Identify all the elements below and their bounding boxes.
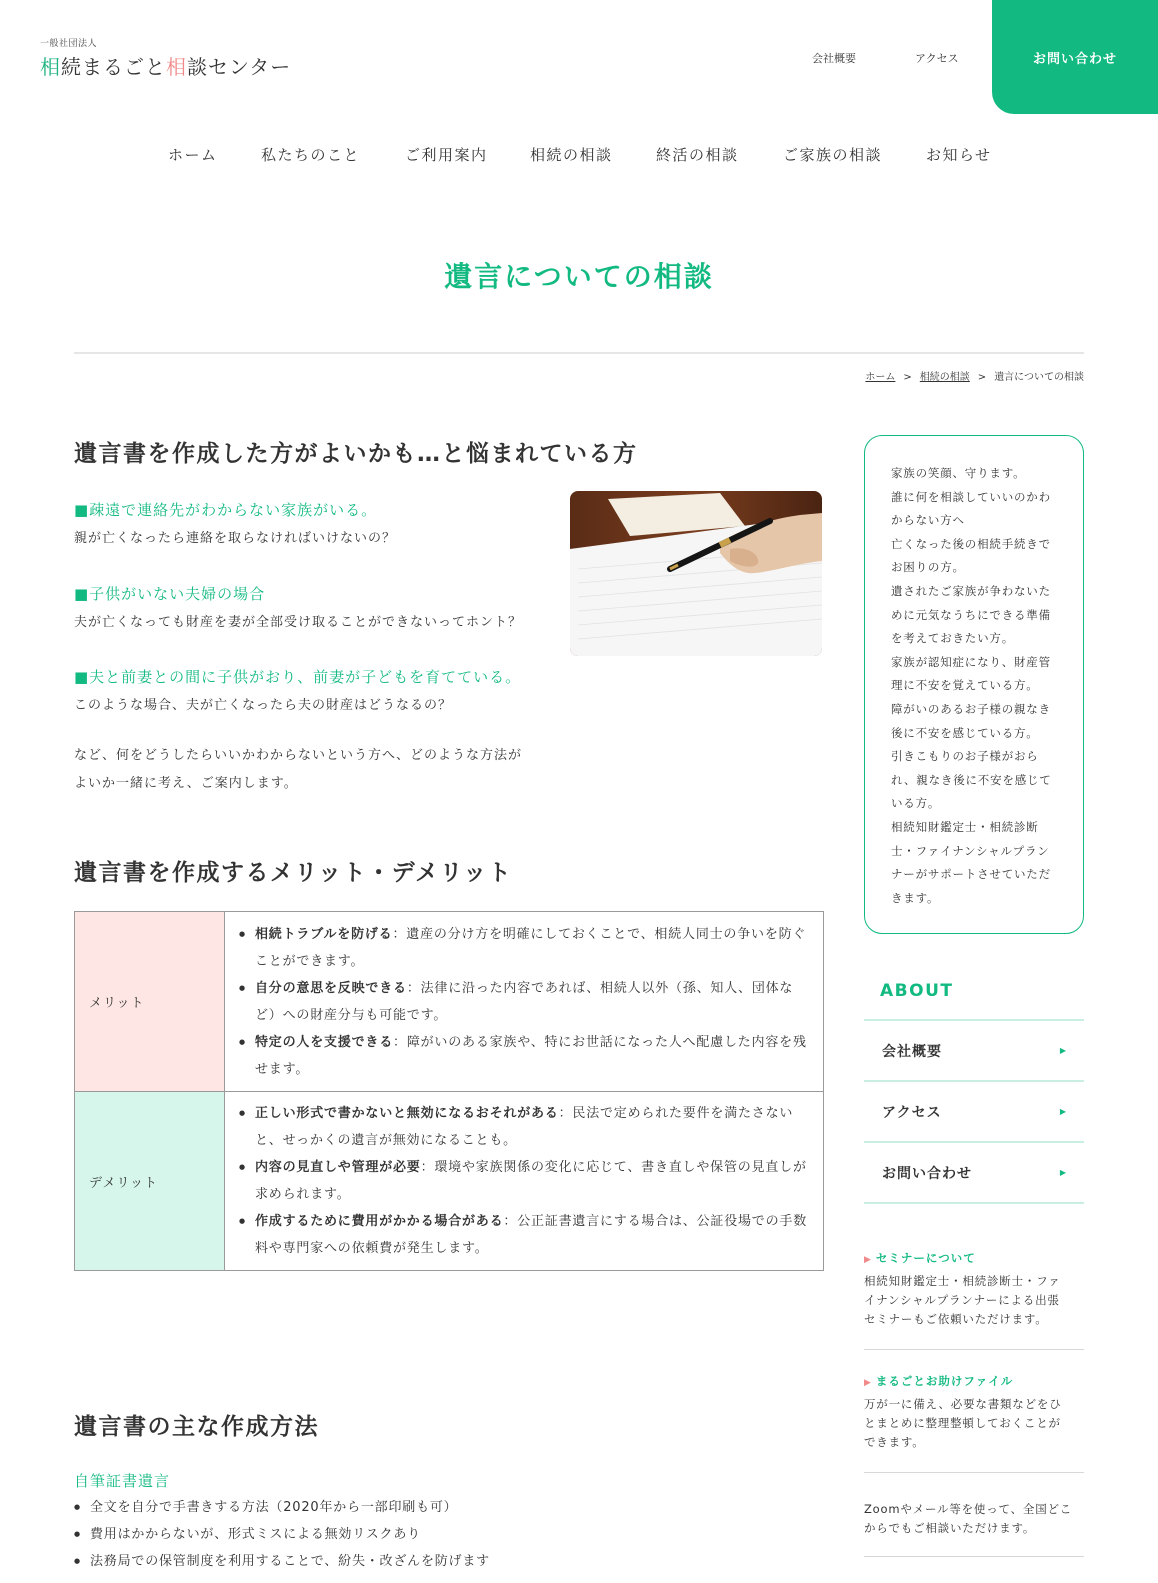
intro-line: いる方。 <box>891 796 941 811</box>
demerit-item-bold: 作成するために費用がかかる場合がある <box>255 1214 504 1229</box>
sidebar-intro-box <box>864 435 1084 934</box>
merit-label: メリット <box>75 912 225 1092</box>
logo-char-1: 相 <box>40 55 61 79</box>
nav-item-home[interactable]: ホーム <box>168 146 218 164</box>
nav-item-about-us[interactable]: 私たちのこと <box>261 146 361 164</box>
nav-item-guide[interactable]: ご利用案内 <box>405 146 488 164</box>
demerit-cell <box>225 1092 824 1271</box>
case-heading: ■疎遠で連絡先がわからない家族がいる。 <box>74 501 378 519</box>
title-divider <box>74 352 1084 354</box>
arrow-right-icon: ▶ <box>1059 1168 1066 1177</box>
file-text <box>864 1395 1084 1452</box>
section-heading-methods: 遺言書の主な作成方法 <box>74 1414 319 1440</box>
nav-item-family[interactable]: ご家族の相談 <box>783 146 883 164</box>
demerit-label: デメリット <box>75 1092 225 1271</box>
header-link-company[interactable]: 会社概要 <box>812 52 856 65</box>
intro-line: 士・ファイナンシャルプラン <box>891 843 1050 858</box>
sidebar-seminar[interactable] <box>864 1250 1084 1329</box>
merit-item-bold: 相続トラブルを防げる <box>255 926 393 942</box>
file-heading: まるごとお助けファイル <box>875 1374 1014 1388</box>
seminar-line: セミナーもご依頼いただけます。 <box>864 1312 1048 1326</box>
nav-item-news[interactable]: お知らせ <box>926 146 992 164</box>
file-line: とまとめに整理整頓しておくことが <box>864 1416 1061 1430</box>
method-list <box>74 1494 490 1575</box>
site-logo[interactable] <box>40 36 291 80</box>
intro-line: 誰に何を相談していいのかわ <box>891 489 1051 504</box>
merit-item-text: ：法律に沿った内容であれば、相続人以外（孫、知人、団体など）への財産分与も可能です。 <box>255 980 794 1023</box>
about-item-company[interactable] <box>864 1021 1084 1082</box>
breadcrumb <box>865 368 1084 383</box>
case-text: このような場合、夫が亡くなったら夫の財産はどうなるの？ <box>74 698 453 713</box>
file-line: できます。 <box>864 1435 925 1449</box>
sidebar-divider <box>864 1349 1084 1350</box>
breadcrumb-current: 遺言についての相談 <box>994 372 1084 383</box>
intro-line: めに元気なうちにできる準備 <box>891 607 1051 622</box>
breadcrumb-sep: > <box>977 372 987 383</box>
intro-line: 相続知財鑑定士・相続診断 <box>891 819 1039 834</box>
intro-line: 後に不安を感じている方。 <box>891 725 1039 740</box>
nav-item-inheritance[interactable]: 相続の相談 <box>530 146 613 164</box>
pen-writing-photo <box>570 491 822 656</box>
demerit-item <box>239 1154 811 1208</box>
demerit-item-bold: 正しい形式で書かないと無効になるおそれがある <box>255 1106 559 1121</box>
demerit-item-text: ：公正証書遺言にする場合は、公証役場での手数料や専門家への依頼費が発生します。 <box>255 1214 808 1256</box>
seminar-line: イナンシャルプランナーによる出張 <box>864 1293 1060 1307</box>
merit-item <box>239 975 811 1029</box>
contact-button[interactable]: お問い合わせ <box>992 0 1158 114</box>
logo-tail: 談センター <box>187 55 292 79</box>
merit-item-text: ：遺産の分け方を明確にしておくことで、相続人同士の争いを防ぐことができます。 <box>255 926 807 969</box>
global-nav <box>0 144 1158 168</box>
intro-line: お困りの方。 <box>891 560 965 575</box>
list-item: ● 費用はかからないが、形式ミスによる無効リスクあり <box>74 1521 490 1548</box>
case-text: 親が亡くなったら連絡を取らなければいけないの？ <box>74 531 397 546</box>
intro-line: を考えておきたい方。 <box>891 631 1014 646</box>
logo-mid: 続まるごと <box>61 55 166 79</box>
breadcrumb-sep: > <box>903 372 912 383</box>
merit-item <box>239 921 811 975</box>
about-item-contact[interactable] <box>864 1143 1084 1204</box>
intro-line: 遺されたご家族が争わないた <box>891 583 1051 598</box>
summary-line: など、何をどうしたらいいかわからないという方へ、どのような方法が <box>74 748 523 763</box>
merit-item-bold: 自分の意思を反映できる <box>255 980 407 996</box>
intro-line: からない方へ <box>891 513 965 528</box>
zoom-line: Zoomやメール等を使って、全国どこ <box>864 1502 1073 1516</box>
triangle-icon: ▶ <box>864 1255 872 1265</box>
about-item-label: 会社概要 <box>882 1043 942 1060</box>
breadcrumb-home[interactable]: ホーム <box>865 372 896 383</box>
demerit-item-bold: 内容の見直しや管理が必要 <box>255 1160 421 1175</box>
merit-demerit-table <box>74 911 824 1271</box>
list-item: ● 法務局での保管制度を利用することで、紛失・改ざんを防げます <box>74 1548 490 1575</box>
seminar-line: 相続知財鑑定士・相続診断士・ファ <box>864 1274 1061 1288</box>
merit-item-bold: 特定の人を支援できる <box>255 1034 394 1050</box>
demerit-item <box>239 1208 811 1262</box>
section-summary <box>74 742 522 798</box>
case-heading: ■夫と前妻との間に子供がおり、前妻が子どもを育てている。 <box>74 668 522 686</box>
arrow-right-icon: ▶ <box>1059 1046 1066 1055</box>
demerit-item-text: ：民法で定められた要件を満たさないと、せっかくの遺言が無効になることも。 <box>255 1106 794 1148</box>
sidebar-divider <box>864 1472 1084 1473</box>
demerit-item-text: ：環境や家族関係の変化に応じて、書き直しや保管の見直しが求められます。 <box>255 1160 807 1202</box>
merit-cell <box>225 912 824 1092</box>
about-nav <box>864 1019 1084 1204</box>
case-text: 夫が亡くなっても財産を妻が全部受け取ることができないってホント？ <box>74 615 523 630</box>
intro-line: 家族が認知症になり、財産管 <box>891 654 1051 669</box>
method-heading: 自筆証書遺言 <box>74 1472 171 1490</box>
sidebar-help-file[interactable] <box>864 1373 1084 1452</box>
intro-line: 障がいのあるお子様の親なき <box>891 701 1051 716</box>
seminar-heading: セミナーについて <box>875 1251 976 1265</box>
sidebar-divider <box>864 1556 1084 1557</box>
seminar-text <box>864 1272 1084 1329</box>
list-item: ● 全文を自分で手書きする方法（2020年から一部印刷も可） <box>74 1494 490 1521</box>
intro-line: 亡くなった後の相続手続きで <box>891 536 1051 551</box>
about-item-access[interactable] <box>864 1082 1084 1143</box>
table-row <box>75 912 824 1092</box>
table-row <box>75 1092 824 1271</box>
zoom-line: からでもご相談いただけます。 <box>864 1521 1036 1535</box>
intro-line: 引きこもりのお子様がおら <box>891 749 1039 764</box>
breadcrumb-parent[interactable]: 相続の相談 <box>919 372 970 383</box>
logo-title <box>40 51 291 80</box>
intro-line: 家族の笑顔、守ります。 <box>891 466 1026 480</box>
logo-char-2: 相 <box>166 55 187 79</box>
merit-item <box>239 1029 811 1083</box>
demerit-item <box>239 1100 811 1154</box>
section-heading-worries: 遺言書を作成した方がよいかも…と悩まれている方 <box>74 441 638 467</box>
nav-item-end-of-life[interactable]: 終活の相談 <box>656 146 739 164</box>
zoom-text <box>864 1500 1084 1538</box>
section-heading-merits: 遺言書を作成するメリット・デメリット <box>74 860 513 886</box>
triangle-icon: ▶ <box>864 1378 872 1388</box>
about-title: ABOUT <box>880 981 954 1001</box>
intro-line: きます。 <box>891 890 940 905</box>
intro-line: ナーがサポートさせていただ <box>891 867 1051 882</box>
logo-subtitle: 一般社団法人 <box>40 39 98 49</box>
about-item-label: アクセス <box>882 1104 942 1121</box>
about-item-label: お問い合わせ <box>882 1165 972 1182</box>
file-line: 万が一に備え、必要な書類などをひ <box>864 1397 1062 1411</box>
summary-line: よいか一緒に考え、ご案内します。 <box>74 776 298 791</box>
merit-item-text: ：障がいのある家族や、特にお世話になった人へ配慮した内容を残せます。 <box>255 1034 807 1077</box>
page-title: 遺言についての相談 <box>444 260 714 293</box>
intro-line: れ、親なき後に不安を感じて <box>891 772 1052 787</box>
header-link-access[interactable]: アクセス <box>915 52 959 65</box>
arrow-right-icon: ▶ <box>1059 1107 1066 1116</box>
case-heading: ■子供がいない夫婦の場合 <box>74 585 266 603</box>
intro-line: 理に不安を覚えている方。 <box>891 678 1039 693</box>
sidebar-zoom <box>864 1494 1084 1538</box>
